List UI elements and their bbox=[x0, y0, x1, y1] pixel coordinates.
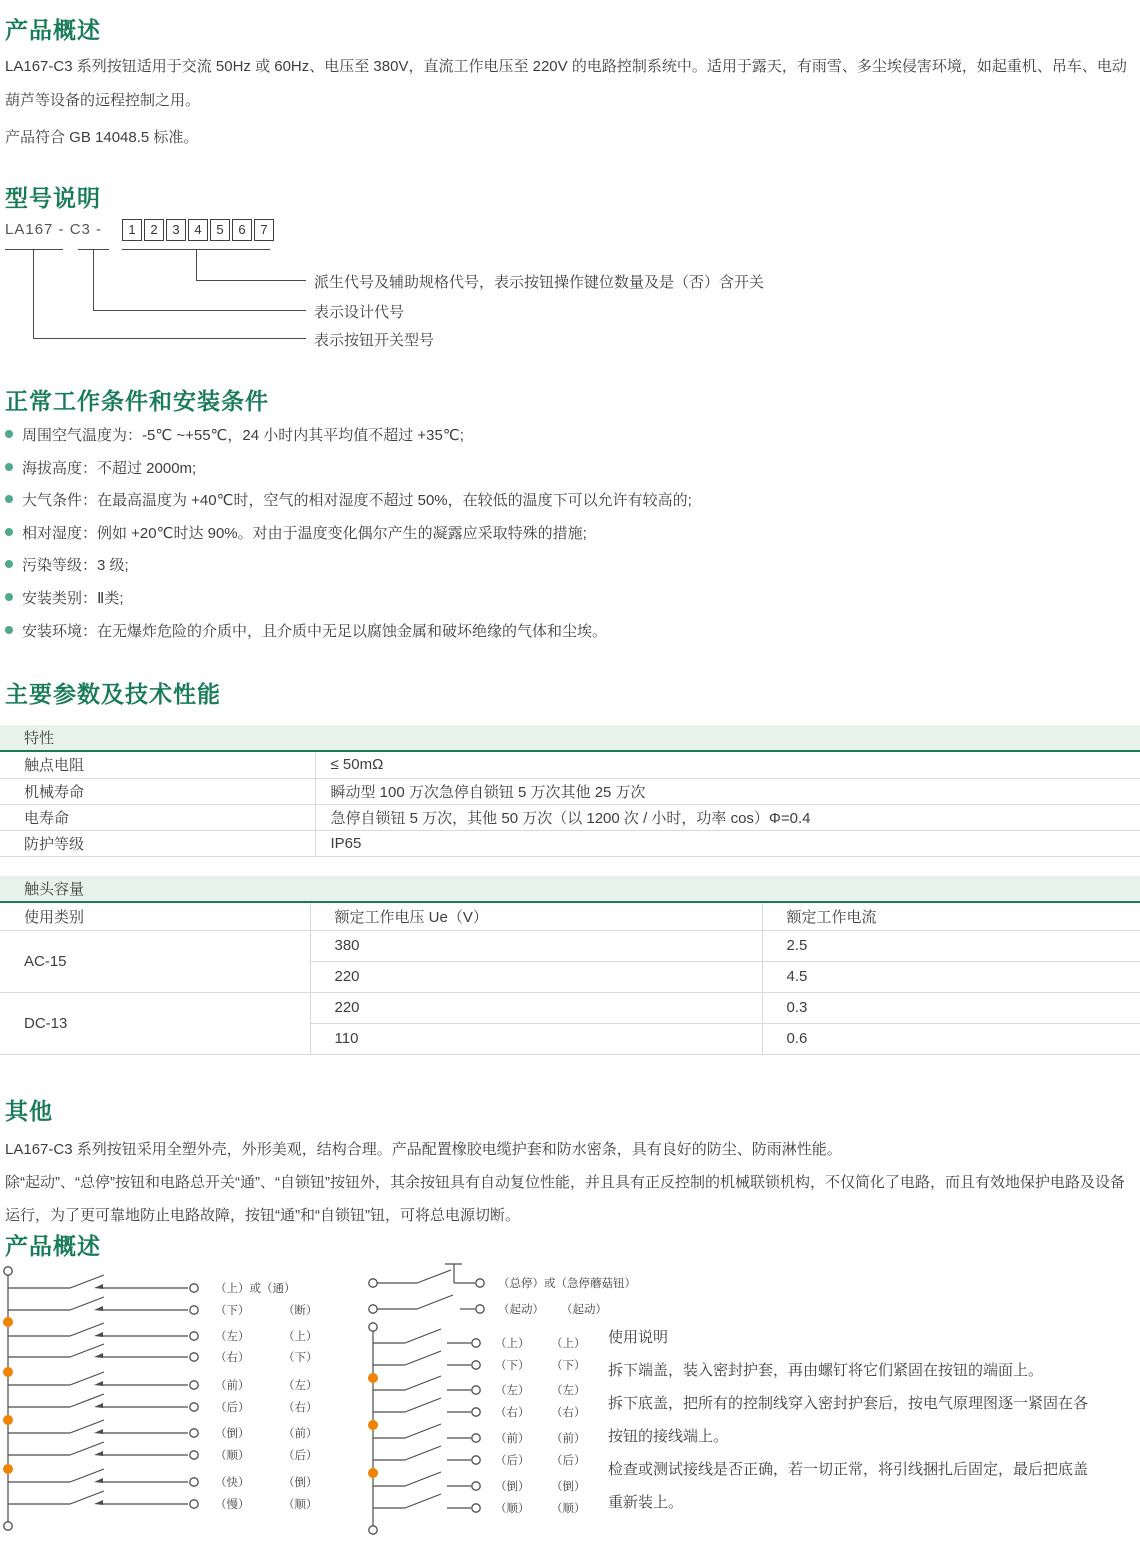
category-cell: DC-13 bbox=[0, 992, 310, 1054]
condition-text: 安装类别：Ⅱ类; bbox=[22, 589, 124, 607]
bullet-dot-icon bbox=[5, 495, 13, 503]
terminal-circle bbox=[190, 1332, 198, 1340]
characteristics-table bbox=[0, 752, 1140, 857]
switch-label: （慢） bbox=[215, 1499, 250, 1511]
bullet-dot-icon bbox=[5, 593, 13, 601]
condition-item bbox=[5, 453, 692, 486]
terminal-circle bbox=[472, 1482, 480, 1490]
spec-name-cell: 触点电阻 bbox=[0, 752, 315, 778]
terminal-circle bbox=[190, 1429, 198, 1437]
connector-horizontal-1 bbox=[196, 280, 306, 281]
voltage-cell: 220 bbox=[310, 961, 762, 992]
voltage-cell: 220 bbox=[310, 992, 762, 1023]
voltage-cell: 110 bbox=[310, 1023, 762, 1054]
condition-item bbox=[5, 420, 692, 453]
terminal-circle bbox=[472, 1504, 480, 1512]
model-digit-box: 2 bbox=[144, 219, 164, 241]
diagrams-title: 产品概述 bbox=[5, 1233, 101, 1259]
contact-capacity-table-block bbox=[0, 876, 1140, 1055]
category-cell: AC-15 bbox=[0, 930, 310, 992]
input-terminal bbox=[369, 1279, 377, 1287]
switch-label: （前） bbox=[495, 1433, 530, 1445]
terminal-circle bbox=[190, 1500, 198, 1508]
condition-text: 安装环境：在无爆炸危险的介质中，且介质中无足以腐蚀金属和破坏绝缘的气体和尘埃。 bbox=[22, 622, 608, 640]
switch-blade bbox=[405, 1494, 441, 1508]
switch-label: （下） bbox=[495, 1360, 530, 1372]
spec-name-cell: 机械寿命 bbox=[0, 778, 315, 804]
switch-label: （倒） bbox=[551, 1481, 586, 1493]
junction-dot bbox=[368, 1373, 378, 1383]
bullet-dot-icon bbox=[5, 528, 13, 536]
condition-text: 污染等级：3 级; bbox=[22, 557, 129, 575]
other-paragraph-2: 除“起动”、“总停”按钮和电路总开关“通”、“自锁钮”按钮外，其余按钮具有自动复位性能，并且具有正反控制的机械联锁机构，不仅简化了电路，而且有效地保护电路及设备运行，为了更可靠地防止电路故障，按钮“通”和“自锁钮”钮，可将总电源切断。 bbox=[5, 1174, 1125, 1224]
bus-bottom-terminal bbox=[369, 1526, 377, 1534]
bullet-dot-icon bbox=[5, 463, 13, 471]
switch-label: （顺） bbox=[215, 1450, 250, 1462]
terminal-circle bbox=[190, 1306, 198, 1314]
table-row bbox=[0, 804, 1140, 830]
contact-arrow bbox=[94, 1381, 103, 1386]
column-header: 使用类别 bbox=[0, 903, 310, 930]
spec-value-cell: ≤ 50mΩ bbox=[315, 752, 1140, 778]
input-terminal bbox=[369, 1305, 377, 1313]
switch-label: （前） bbox=[551, 1433, 586, 1445]
table2-header-row bbox=[0, 903, 1140, 930]
switch-label: （后） bbox=[283, 1450, 318, 1462]
switch-blade bbox=[405, 1351, 441, 1365]
table-row bbox=[0, 830, 1140, 856]
switch-label: （顺） bbox=[283, 1499, 318, 1511]
table1-body bbox=[0, 752, 1140, 856]
condition-text: 周围空气温度为：-5℃ ~+55℃，24 小时内其平均值不超过 +35℃; bbox=[22, 427, 464, 444]
terminal-circle bbox=[190, 1353, 198, 1361]
overview-standard-line: 产品符合 GB 14048.5 标准。 bbox=[5, 129, 199, 146]
condition-text: 相对湿度：例如 +20℃时达 90%。对由于温度变化偶尔产生的凝露应采取特殊的措施; bbox=[22, 524, 587, 542]
model-code-diagram bbox=[5, 218, 905, 358]
model-digit-box: 3 bbox=[166, 219, 186, 241]
spec-value-cell: IP65 bbox=[315, 830, 1140, 856]
junction-dot bbox=[3, 1464, 13, 1474]
contact-arrow bbox=[94, 1306, 103, 1311]
switch-label: （下） bbox=[283, 1352, 318, 1364]
current-cell: 0.3 bbox=[762, 992, 1140, 1023]
switch-label: （总停）或（急停蘑菇钮） bbox=[498, 1278, 636, 1290]
table2-caption: 触头容量 bbox=[0, 876, 1140, 903]
switch-label: （上）或（通） bbox=[215, 1283, 296, 1295]
switch-label: （快） bbox=[215, 1477, 250, 1489]
model-digit-boxes bbox=[122, 219, 274, 241]
terminal-circle bbox=[190, 1381, 198, 1389]
contact-arrow bbox=[94, 1500, 103, 1505]
model-digit-box: 4 bbox=[188, 219, 208, 241]
junction-dot bbox=[3, 1317, 13, 1327]
terminal-circle bbox=[190, 1403, 198, 1411]
model-digit-box: 7 bbox=[254, 219, 274, 241]
usage-instructions bbox=[608, 1321, 1088, 1519]
table-row bbox=[0, 752, 1140, 778]
switch-blade bbox=[405, 1329, 441, 1343]
terminal-circle bbox=[472, 1386, 480, 1394]
table-row bbox=[0, 992, 1140, 1023]
spec-value-cell: 瞬动型 100 万次急停自锁钮 5 万次其他 25 万次 bbox=[315, 778, 1140, 804]
underline-type bbox=[5, 249, 63, 250]
usage-line: 使用说明 bbox=[608, 1329, 669, 1346]
usage-line: 检查或测试接线是否正确，若一切正常，将引线捆扎后固定，最后把底盖 bbox=[608, 1461, 1089, 1478]
contact-arrow bbox=[94, 1403, 103, 1408]
switch-label: （后） bbox=[551, 1455, 586, 1467]
terminal-circle bbox=[190, 1478, 198, 1486]
model-digit-box: 5 bbox=[210, 219, 230, 241]
usage-line: 按钮的接线端上。 bbox=[608, 1428, 729, 1445]
other-title: 其他 bbox=[5, 1098, 53, 1124]
switch-label: （前） bbox=[283, 1428, 318, 1440]
switch-label: （上） bbox=[495, 1338, 530, 1350]
contact-arrow bbox=[94, 1353, 103, 1358]
switch-label: （起动） bbox=[498, 1304, 544, 1316]
usage-line: 重新装上。 bbox=[608, 1494, 684, 1511]
bullet-dot-icon bbox=[5, 430, 13, 438]
model-digit-box: 6 bbox=[232, 219, 252, 241]
table2-body bbox=[0, 930, 1140, 1054]
table-row bbox=[0, 930, 1140, 961]
switch-label: （前） bbox=[215, 1380, 250, 1392]
switch-label: （右） bbox=[495, 1407, 530, 1419]
characteristics-table-block bbox=[0, 725, 1140, 857]
connector-horizontal-2 bbox=[93, 310, 306, 311]
model-callout-derivative: 派生代号及辅助规格代号，表示按钮操作键位数量及是（否）含开关 bbox=[314, 274, 765, 291]
bullet-dot-icon bbox=[5, 626, 13, 634]
condition-item bbox=[5, 485, 692, 518]
model-digit-box: 1 bbox=[122, 219, 142, 241]
switch-label: （左） bbox=[551, 1385, 586, 1397]
switch-label: （左） bbox=[495, 1385, 530, 1397]
switch-label: （上） bbox=[551, 1338, 586, 1350]
switch-label: （右） bbox=[283, 1402, 318, 1414]
switch-blade bbox=[417, 1295, 453, 1309]
terminal-circle bbox=[472, 1339, 480, 1347]
terminal-circle bbox=[472, 1456, 480, 1464]
switch-label: （断） bbox=[283, 1305, 318, 1317]
switch-blade bbox=[405, 1424, 441, 1438]
junction-dot bbox=[3, 1415, 13, 1425]
connector-vertical-2 bbox=[93, 249, 94, 310]
current-cell: 2.5 bbox=[762, 930, 1140, 961]
conditions-list bbox=[5, 420, 692, 648]
condition-item bbox=[5, 616, 692, 649]
switch-diagram-left bbox=[0, 1262, 360, 1541]
bus-bottom-terminal bbox=[4, 1522, 12, 1530]
voltage-cell: 380 bbox=[310, 930, 762, 961]
connector-vertical-3 bbox=[33, 249, 34, 338]
contact-arrow bbox=[94, 1332, 103, 1337]
condition-text: 海拔高度：不超过 2000m; bbox=[22, 459, 197, 477]
switch-blade bbox=[405, 1472, 441, 1486]
spec-value-cell: 急停自锁钮 5 万次，其他 50 万次（以 1200 次 / 小时，功率 cos）Φ=0.4 bbox=[315, 804, 1140, 830]
switch-label: （下） bbox=[215, 1305, 250, 1317]
switch-label: （顺） bbox=[551, 1503, 586, 1515]
conditions-title: 正常工作条件和安装条件 bbox=[5, 388, 269, 414]
terminal-circle bbox=[190, 1284, 198, 1292]
current-cell: 0.6 bbox=[762, 1023, 1140, 1054]
connector-vertical-1 bbox=[196, 249, 197, 280]
other-paragraphs bbox=[5, 1133, 1138, 1232]
condition-item bbox=[5, 550, 692, 583]
terminal-circle bbox=[476, 1305, 484, 1313]
junction-dot bbox=[368, 1420, 378, 1430]
other-paragraph-1: LA167-C3 系列按钮采用全塑外壳，外形美观，结构合理。产品配置橡胶电缆护套和防水密条，具有良好的防尘、防雨淋性能。 bbox=[5, 1141, 842, 1158]
usage-line: 拆下底盖，把所有的控制线穿入密封护套后，按电气原理图逐一紧固在各 bbox=[608, 1395, 1089, 1412]
terminal-circle bbox=[190, 1451, 198, 1459]
bullet-dot-icon bbox=[5, 560, 13, 568]
switch-label: （起动） bbox=[561, 1304, 607, 1316]
bus-top-terminal bbox=[369, 1323, 377, 1331]
usage-line: 拆下端盖，装入密封护套，再由螺钉将它们紧固在按钮的端面上。 bbox=[608, 1362, 1044, 1379]
switch-label: （倒） bbox=[283, 1477, 318, 1489]
contact-capacity-table bbox=[0, 903, 1140, 1055]
switch-label: （后） bbox=[215, 1402, 250, 1414]
switch-label: （倒） bbox=[215, 1428, 250, 1440]
terminal-circle bbox=[472, 1408, 480, 1416]
model-callout-type: 表示按钮开关型号 bbox=[314, 332, 435, 349]
model-callout-design: 表示设计代号 bbox=[314, 304, 405, 321]
connector-horizontal-3 bbox=[33, 338, 306, 339]
switch-label: （顺） bbox=[495, 1503, 530, 1515]
contact-arrow bbox=[94, 1284, 103, 1289]
switch-label: （右） bbox=[215, 1352, 250, 1364]
spec-name-cell: 电寿命 bbox=[0, 804, 315, 830]
switch-label: （右） bbox=[551, 1407, 586, 1419]
switch-blade bbox=[417, 1270, 451, 1283]
overview-paragraph: LA167-C3 系列按钮适用于交流 50Hz 或 60Hz、电压至 380V，直流工作电压至 220V 的电路控制系统中。适用于露天，有雨雪、多尘埃侵害环境，如起重机、吊车、电动葫芦等设备的远程控制之用。 bbox=[5, 58, 1127, 109]
contact-arrow bbox=[94, 1451, 103, 1456]
switch-label: （倒） bbox=[495, 1481, 530, 1493]
condition-item bbox=[5, 583, 692, 616]
model-title: 型号说明 bbox=[5, 185, 101, 211]
switch-label: （下） bbox=[551, 1360, 586, 1372]
contact-arrow bbox=[94, 1478, 103, 1483]
column-header: 额定工作电流 bbox=[762, 903, 1140, 930]
table1-caption: 特性 bbox=[0, 725, 1140, 752]
switch-label: （左） bbox=[283, 1380, 318, 1392]
terminal-circle bbox=[472, 1434, 480, 1442]
model-code-prefix: LA167 - C3 - bbox=[5, 221, 103, 238]
terminal-circle bbox=[476, 1279, 484, 1287]
contact-arrow bbox=[94, 1429, 103, 1434]
bus-top-terminal bbox=[4, 1267, 12, 1275]
switch-blade bbox=[405, 1446, 441, 1460]
terminal-circle bbox=[472, 1361, 480, 1369]
table-row bbox=[0, 778, 1140, 804]
spec-name-cell: 防护等级 bbox=[0, 830, 315, 856]
switch-label: （左） bbox=[215, 1331, 250, 1343]
junction-dot bbox=[368, 1468, 378, 1478]
diagram-area bbox=[0, 1262, 1140, 1541]
column-header: 额定工作电压 Ue（V） bbox=[310, 903, 762, 930]
switch-label: （上） bbox=[283, 1331, 318, 1343]
condition-text: 大气条件：在最高温度为 +40℃时，空气的相对湿度不超过 50%，在较低的温度下可以允许有较高的; bbox=[22, 492, 692, 510]
current-cell: 4.5 bbox=[762, 961, 1140, 992]
switch-blade bbox=[405, 1398, 441, 1412]
junction-dot bbox=[3, 1367, 13, 1377]
parameters-title: 主要参数及技术性能 bbox=[5, 681, 221, 707]
switch-label: （后） bbox=[495, 1455, 530, 1467]
condition-item bbox=[5, 518, 692, 551]
switch-blade bbox=[405, 1376, 441, 1390]
overview-title: 产品概述 bbox=[5, 17, 101, 43]
